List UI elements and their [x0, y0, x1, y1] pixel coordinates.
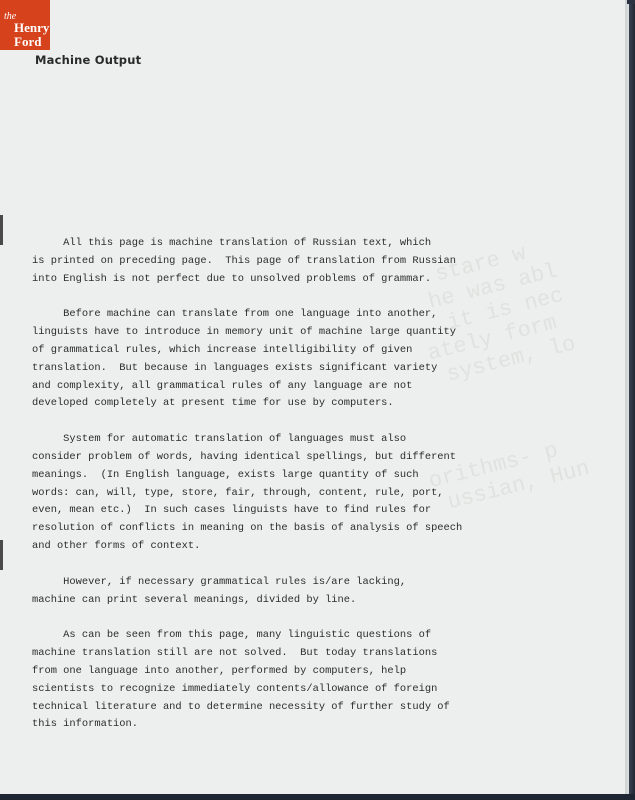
- binding-mark-top: [0, 215, 3, 245]
- logo-line-the: the: [4, 11, 17, 22]
- paragraph-4: However, if necessary grammatical rules is/are lacking, machine can print several meanings, divided by line.: [32, 575, 407, 606]
- show-through-text: stare w he was abl it is nec ately form system, lo: [407, 240, 579, 391]
- logo-line-henry: Henry: [14, 20, 50, 35]
- binding-mark-bottom: [0, 540, 3, 570]
- henry-ford-logo: [0, 0, 50, 50]
- page-heading: Machine Output: [35, 53, 142, 67]
- document-body: [32, 235, 472, 752]
- logo-line-ford: Ford: [14, 34, 42, 49]
- paragraph-1: All this page is machine translation of Russian text, which is printed on preceding page. This page of translation from Russian into English is not perfect due to unsolved problems of grammar.: [32, 237, 457, 285]
- page-edge: [627, 4, 635, 794]
- show-through-text-2: orithms- p ussian, Hun: [426, 437, 593, 519]
- paragraph-3: System for automatic translation of languages must also consider problem of words, having identical spellings, but different meanings. (In English language, exists large quantity of such words: can, will, type, store, fair, through, content, rule, port, even, mean etc.) In such cases linguists have to find rules for resolution of conflicts in meaning on the basis of analysis of speech and other forms of context.: [32, 433, 463, 552]
- paragraph-2: Before machine can translate from one language into another, linguists have to introduce in memory unit of machine large quantity of grammatical rules, which increase intelligibility of given translation. But because in languages exists significant variety and complexity, all grammatical rules of any language are not developed completely at present time for use by computers.: [32, 308, 457, 410]
- paragraph-5: As can be seen from this page, many linguistic questions of machine translation still are not solved. But today translations from one language into another, performed by computers, help scientists to recognize immediately contents/allowance of foreign technical literature and to determine necessity of further study of this information.: [32, 629, 450, 731]
- scan-border: [0, 794, 635, 800]
